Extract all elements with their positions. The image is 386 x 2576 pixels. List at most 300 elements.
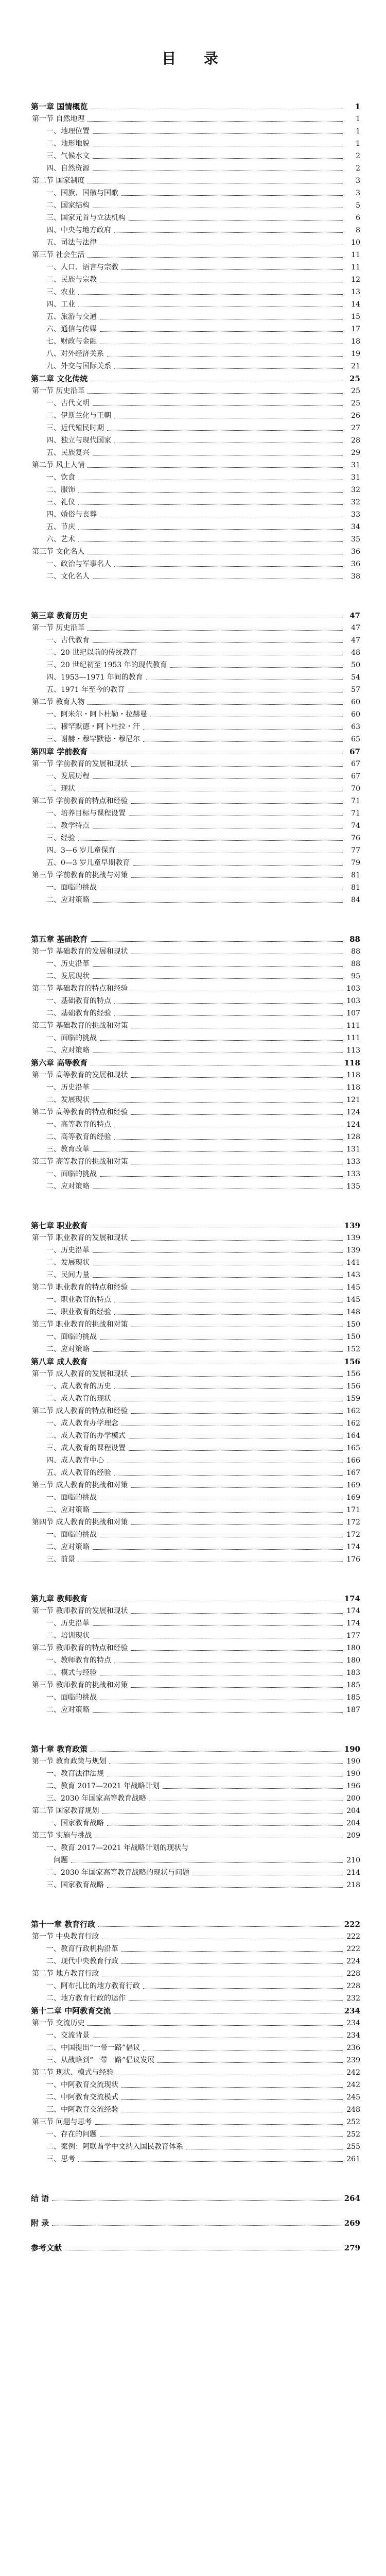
- toc-entry-label: 五、0—3 岁儿童早期教育: [46, 859, 130, 867]
- toc-section-entry[interactable]: [31, 620, 360, 633]
- toc-entry-label: 一、地理位置: [46, 127, 90, 135]
- toc-entry-page-number: 187: [346, 1706, 360, 1714]
- toc-entry-page-number: 222: [344, 1920, 360, 1929]
- toc-sub-entry[interactable]: [31, 806, 360, 818]
- toc-sub-entry[interactable]: [31, 2139, 360, 2151]
- toc-section-entry[interactable]: [31, 247, 360, 260]
- toc-entry-label: 第二节 职业教育的特点和经验: [32, 1283, 128, 1292]
- toc-sub-entry[interactable]: [31, 670, 360, 682]
- toc-spacer: [31, 2164, 360, 2191]
- toc-entry-page-number: 118: [344, 1058, 360, 1067]
- toc-entry-page-number: 10: [351, 239, 360, 247]
- toc-entry-label: 二、服饰: [46, 486, 75, 494]
- toc-sub-entry[interactable]: [31, 495, 360, 507]
- toc-entry-page-number: 128: [346, 1133, 360, 1141]
- leader-dots: [95, 2124, 343, 2125]
- toc-section-entry[interactable]: [31, 1105, 360, 1117]
- toc-sub-entry[interactable]: [31, 309, 360, 321]
- toc-entry-page-number: 232: [346, 1994, 360, 2003]
- leader-dots: [102, 1813, 343, 1814]
- toc-section-entry[interactable]: [31, 1640, 360, 1653]
- toc-sub-entry[interactable]: [31, 223, 360, 235]
- leader-dots: [98, 1926, 341, 1927]
- toc-spacer: [31, 1715, 360, 1741]
- toc-tail-entry[interactable]: [31, 2191, 360, 2203]
- toc-section-entry[interactable]: [31, 793, 360, 806]
- toc-sub-entry[interactable]: [31, 1092, 360, 1105]
- leader-dots: [114, 1388, 343, 1389]
- leader-dots: [71, 1862, 343, 1863]
- toc-sub-entry[interactable]: [31, 1030, 360, 1043]
- toc-sub-entry[interactable]: [31, 707, 360, 719]
- toc-sub-entry[interactable]: [31, 1342, 360, 1354]
- toc-section-entry[interactable]: [31, 1677, 360, 1690]
- toc-sub-entry[interactable]: [31, 1440, 360, 1453]
- toc-sub-entry[interactable]: [31, 321, 360, 334]
- toc-section-entry[interactable]: [31, 383, 360, 396]
- toc-sub-entry[interactable]: [31, 1702, 360, 1715]
- toc-entry-page-number: 261: [346, 2155, 360, 2163]
- toc-sub-entry[interactable]: [31, 1616, 360, 1628]
- toc-sub-entry[interactable]: [31, 532, 360, 544]
- toc-section-entry[interactable]: [31, 1966, 360, 1978]
- toc-entry-page-number: 145: [346, 1283, 360, 1292]
- toc-sub-entry[interactable]: [31, 843, 360, 855]
- toc-sub-entry[interactable]: [31, 956, 360, 969]
- toc-entry-page-number: 67: [351, 772, 360, 781]
- toc-sub-entry[interactable]: [31, 781, 360, 793]
- toc-entry-label: 一、面临的挑战: [46, 1034, 97, 1042]
- toc-sub-entry[interactable]: [31, 148, 360, 161]
- toc-section-entry[interactable]: [31, 1828, 360, 1840]
- toc-sub-entry[interactable]: [31, 831, 360, 843]
- toc-sub-entry[interactable]: [31, 1502, 360, 1515]
- leader-dots: [93, 1712, 343, 1713]
- toc-entry-page-number: 169: [346, 1481, 360, 1489]
- toc-sub-entry[interactable]: [31, 969, 360, 981]
- toc-sub-entry[interactable]: [31, 1166, 360, 1179]
- toc-section-entry[interactable]: [31, 868, 360, 880]
- toc-tail-entry[interactable]: [31, 2215, 360, 2228]
- leader-dots: [143, 729, 343, 730]
- toc-entry-page-number: 25: [351, 387, 360, 395]
- toc-sub-entry[interactable]: [31, 1243, 360, 1255]
- leader-dots: [114, 1139, 343, 1140]
- toc-entry-label: 第四章 学前教育: [31, 747, 88, 756]
- toc-sub-entry[interactable]: [31, 1665, 360, 1677]
- leader-dots: [93, 1151, 343, 1152]
- toc-sub-entry[interactable]: [31, 2040, 360, 2053]
- toc-entry-label: 第一节 中央教育行政: [32, 1933, 99, 1941]
- toc-section-entry[interactable]: [31, 1154, 360, 1166]
- toc-entry-label: 二、应对策略: [46, 1046, 90, 1055]
- toc-sub-entry[interactable]: [31, 2090, 360, 2102]
- toc-sub-entry[interactable]: [31, 185, 360, 198]
- toc-sub-entry[interactable]: [31, 272, 360, 284]
- toc-entry-label: 二、应对策略: [46, 896, 90, 904]
- toc-entry-page-number: 252: [346, 2118, 360, 2126]
- toc-entry-label: 三、国家教育战略: [46, 1881, 104, 1889]
- toc-entry-label: 第一章 国情概览: [31, 102, 88, 111]
- toc-sub-entry[interactable]: [31, 892, 360, 905]
- toc-entry-label: 一、面临的挑战: [46, 1531, 97, 1539]
- toc-sub-entry[interactable]: [31, 1292, 360, 1304]
- toc-entry-page-number: 222: [346, 1945, 360, 1953]
- toc-sub-entry[interactable]: [31, 198, 360, 210]
- toc-sub-entry[interactable]: [31, 1877, 360, 1890]
- toc-sub-entry[interactable]: [31, 408, 360, 420]
- toc-entry-page-number: 209: [346, 1832, 360, 1840]
- toc-sub-entry[interactable]: [31, 818, 360, 831]
- toc-sub-entry[interactable]: [31, 556, 360, 569]
- toc-entry-label: 一、面临的挑战: [46, 1333, 97, 1341]
- toc-entry-page-number: 224: [346, 1957, 360, 1965]
- toc-chapter-entry[interactable]: [31, 608, 360, 620]
- toc-entry-page-number: 152: [346, 1345, 360, 1353]
- toc-entry-label: 第八章 成人教育: [31, 1357, 88, 1366]
- toc-sub-entry[interactable]: [31, 1416, 360, 1428]
- toc-entry-label: 第一节 教育政策与规划: [32, 1757, 107, 1766]
- toc-entry-page-number: 210: [346, 1856, 360, 1865]
- toc-sub-entry[interactable]: [31, 1791, 360, 1803]
- toc-entry-page-number: 15: [351, 313, 360, 321]
- toc-entry-page-number: 32: [351, 498, 360, 506]
- toc-entry-label: 二、模式与经验: [46, 1669, 97, 1677]
- toc-section-entry[interactable]: [31, 1018, 360, 1030]
- toc-entry-label: 五、成人教育的经验: [46, 1469, 111, 1477]
- toc-chapter-entry[interactable]: [31, 1741, 360, 1754]
- toc-sub-entry[interactable]: [31, 1766, 360, 1778]
- toc-entry-page-number: 150: [346, 1320, 360, 1329]
- toc-sub-entry[interactable]: [31, 1816, 360, 1828]
- toc-entry-label: 二、现代中央教育行政: [46, 1957, 118, 1965]
- toc-sub-entry[interactable]: [31, 1179, 360, 1191]
- toc-sub-entry[interactable]: [31, 260, 360, 272]
- toc-section-entry[interactable]: [31, 2114, 360, 2127]
- toc-chapter-entry[interactable]: [31, 99, 360, 111]
- toc-entry-page-number: 174: [346, 1619, 360, 1628]
- toc-sub-entry[interactable]: [31, 210, 360, 223]
- toc-section-entry[interactable]: [31, 1803, 360, 1816]
- toc-tail-entry[interactable]: [31, 2240, 360, 2252]
- leader-dots: [78, 492, 343, 493]
- toc-sub-entry[interactable]: [31, 1539, 360, 1552]
- toc-sub-entry[interactable]: [31, 1527, 360, 1539]
- toc-entry-page-number: 248: [346, 2106, 360, 2114]
- toc-sub-entry[interactable]: [31, 433, 360, 445]
- leader-dots: [93, 405, 343, 406]
- toc-sub-entry[interactable]: [31, 297, 360, 309]
- leader-dots: [87, 630, 343, 631]
- toc-entry-page-number: 48: [351, 649, 360, 657]
- toc-entry-label: 一、历史沿革: [46, 1246, 90, 1255]
- toc-section-entry[interactable]: [31, 1478, 360, 1490]
- toc-sub-entry[interactable]: [31, 1465, 360, 1478]
- toc-entry-page-number: 174: [346, 1607, 360, 1615]
- toc-sub-entry[interactable]: [31, 719, 360, 732]
- toc-sub-entry[interactable]: [31, 1453, 360, 1465]
- toc-section-entry[interactable]: [31, 173, 360, 185]
- toc-chapter-entry[interactable]: [31, 1917, 360, 1929]
- leader-dots: [93, 902, 343, 903]
- toc-sub-entry[interactable]: [31, 519, 360, 532]
- toc-sub-entry[interactable]: [31, 1080, 360, 1092]
- toc-sub-entry[interactable]: [31, 1490, 360, 1502]
- toc-sub-entry[interactable]: [31, 1865, 360, 1877]
- toc-chapter-entry[interactable]: [31, 931, 360, 944]
- leader-dots: [78, 504, 343, 505]
- toc-entry-page-number: 166: [346, 1456, 360, 1465]
- toc-section-entry[interactable]: [31, 2015, 360, 2028]
- toc-entry-label: 问题: [54, 1856, 68, 1865]
- toc-sub-entry[interactable]: [31, 1117, 360, 1129]
- toc-entry-page-number: 71: [351, 797, 360, 805]
- toc-entry-page-number: 5: [356, 201, 360, 210]
- toc-sub-entry[interactable]: [31, 1978, 360, 1991]
- toc-sub-entry[interactable]: [31, 1840, 360, 1853]
- toc-entry-page-number: 177: [346, 1632, 360, 1640]
- toc-entry-page-number: 228: [346, 1970, 360, 1978]
- leader-dots: [87, 121, 343, 122]
- toc-entry-label: 第三节 问题与思考: [32, 2118, 92, 2126]
- leader-dots: [93, 1512, 343, 1513]
- toc-entry-page-number: 167: [346, 1469, 360, 1477]
- toc-entry-page-number: 171: [346, 1506, 360, 1514]
- toc-section-entry[interactable]: [31, 544, 360, 556]
- toc-entry-label: 三、前景: [46, 1555, 75, 1564]
- toc-sub-entry[interactable]: [31, 1778, 360, 1791]
- toc-chapter-entry[interactable]: [31, 2003, 360, 2015]
- toc-entry-page-number: 172: [346, 1531, 360, 1539]
- toc-section-entry[interactable]: [31, 1366, 360, 1379]
- leader-dots: [107, 1825, 343, 1826]
- toc-section-entry[interactable]: [31, 1515, 360, 1527]
- toc-entry-label: 二、培训现状: [46, 1632, 90, 1640]
- toc-sub-entry[interactable]: [31, 633, 360, 645]
- toc-entry-label: 第一节 交流历史: [32, 2019, 85, 2027]
- toc-sub-entry[interactable]: [31, 1267, 360, 1280]
- toc-sub-entry[interactable]: [31, 1552, 360, 1564]
- toc-sub-entry[interactable]: [31, 470, 360, 482]
- toc-entry-label: 二、高等教育的经验: [46, 1133, 111, 1141]
- toc-section-entry[interactable]: [31, 1230, 360, 1243]
- toc-entry-label: 第三节 成人教育的挑战和对策: [32, 1481, 128, 1489]
- toc-sub-entry[interactable]: [31, 2151, 360, 2164]
- toc-sub-entry[interactable]: [31, 2077, 360, 2090]
- toc-sub-entry[interactable]: [31, 235, 360, 247]
- toc-entry-page-number: 11: [351, 251, 360, 259]
- toc-entry-page-number: 103: [346, 997, 360, 1005]
- toc-entry-label: 第一节 成人教育的发展和现状: [32, 1370, 128, 1378]
- toc-entry-page-number: 234: [346, 2031, 360, 2040]
- leader-dots: [100, 1339, 343, 1340]
- toc-section-entry[interactable]: [31, 2065, 360, 2077]
- toc-entry-page-number: 279: [344, 2243, 360, 2252]
- toc-sub-entry[interactable]: [31, 136, 360, 148]
- toc-sub-entry[interactable]: [31, 396, 360, 408]
- toc-sub-entry[interactable]: [31, 2028, 360, 2040]
- toc-section-entry[interactable]: [31, 1067, 360, 1080]
- toc-sub-entry[interactable]: [31, 880, 360, 892]
- toc-entry-label: 一、饮食: [46, 473, 75, 482]
- toc-entry-page-number: 185: [346, 1693, 360, 1702]
- toc-sub-entry[interactable]: [31, 569, 360, 581]
- toc-sub-entry[interactable]: [31, 1379, 360, 1391]
- toc-sub-entry[interactable]: [31, 284, 360, 297]
- toc-chapter-entry[interactable]: [31, 744, 360, 756]
- toc-entry-page-number: 19: [351, 350, 360, 358]
- toc-sub-entry[interactable]: [31, 346, 360, 359]
- leader-dots: [114, 232, 343, 233]
- leader-dots: [93, 1549, 343, 1550]
- toc-section-entry[interactable]: [31, 1929, 360, 1941]
- toc-sub-entry[interactable]: [31, 2102, 360, 2114]
- toc-section-entry[interactable]: [31, 111, 360, 124]
- toc-entry-label: 二、发展现状: [46, 1096, 90, 1104]
- toc-entry-label: 三、20 世纪初至 1953 年的现代教育: [46, 661, 167, 669]
- toc-sub-entry[interactable]: [31, 2127, 360, 2139]
- toc-entry-page-number: 131: [346, 1145, 360, 1154]
- toc-section-entry[interactable]: [31, 1317, 360, 1329]
- toc-entry-label: 三、成人教育的课程设置: [46, 1444, 126, 1452]
- toc-entry-page-number: 162: [346, 1419, 360, 1428]
- toc-spacer: [31, 581, 360, 608]
- toc-section-entry[interactable]: [31, 756, 360, 769]
- toc-sub-entry[interactable]: [31, 1941, 360, 1954]
- leader-dots: [78, 294, 343, 295]
- toc-entry-label: 一、古代教育: [46, 636, 90, 645]
- toc-chapter-entry[interactable]: [31, 1591, 360, 1603]
- toc-entry-page-number: 141: [346, 1259, 360, 1267]
- toc-entry-label: 第二节 国家教育规划: [32, 1807, 99, 1815]
- toc-entry-page-number: 103: [346, 985, 360, 993]
- toc-section-entry[interactable]: [31, 694, 360, 707]
- toc-entry-label: 三、从战略到“一带一路”倡议发展: [46, 2056, 155, 2064]
- leader-dots: [78, 541, 343, 542]
- toc-sub-entry[interactable]: [31, 1129, 360, 1142]
- toc-sub-entry[interactable]: [31, 657, 360, 670]
- leader-dots: [114, 368, 343, 369]
- toc-sub-entry[interactable]: [31, 161, 360, 173]
- toc-sub-entry[interactable]: [31, 1304, 360, 1317]
- leader-dots: [143, 741, 343, 742]
- toc-entry-page-number: 264: [344, 2194, 360, 2203]
- toc-sub-entry[interactable]: [31, 645, 360, 657]
- toc-sub-entry[interactable]: [31, 1255, 360, 1267]
- toc-entry-page-number: 269: [344, 2218, 360, 2228]
- toc-entry-page-number: 26: [351, 412, 360, 420]
- toc-entry-label: 二、应对策略: [46, 1182, 90, 1191]
- toc-entry-label: 第二节 地方教育行政: [32, 1970, 99, 1978]
- toc-entry-page-number: 214: [346, 1869, 360, 1877]
- toc-sub-entry[interactable]: [31, 420, 360, 433]
- toc-sub-entry[interactable]: [31, 1006, 360, 1018]
- toc-section-entry[interactable]: [31, 1603, 360, 1616]
- toc-spacer: [31, 2203, 360, 2215]
- toc-section-entry[interactable]: [31, 1403, 360, 1416]
- toc-entry-page-number: 239: [346, 2056, 360, 2064]
- toc-sub-entry[interactable]: [31, 682, 360, 694]
- toc-sub-entry[interactable]: [31, 334, 360, 346]
- toc-sub-entry[interactable]: [31, 445, 360, 457]
- toc-entry-label: 第三节 职业教育的挑战和对策: [32, 1320, 128, 1329]
- toc-sub-entry[interactable]: [31, 769, 360, 781]
- toc-sub-entry[interactable]: [31, 1428, 360, 1440]
- toc-sub-entry[interactable]: [31, 124, 360, 136]
- toc-chapter-entry[interactable]: [31, 1218, 360, 1230]
- toc-section-entry[interactable]: [31, 981, 360, 993]
- toc-chapter-entry[interactable]: [31, 1354, 360, 1366]
- leader-dots: [131, 1077, 343, 1078]
- toc-chapter-entry[interactable]: [31, 1055, 360, 1067]
- leader-dots: [100, 1176, 343, 1177]
- toc-entry-page-number: 139: [346, 1246, 360, 1255]
- toc-entry-page-number: 27: [351, 424, 360, 432]
- toc-entry-label: 二、中国提出“一带一路”倡议: [46, 2044, 141, 2052]
- toc-entry-page-number: 12: [351, 276, 360, 284]
- toc-sub-entry[interactable]: [31, 1628, 360, 1640]
- leader-dots: [52, 2225, 341, 2226]
- toc-entry-label: 第三节 学前教育的挑战与对策: [32, 871, 128, 879]
- toc-sub-entry[interactable]: [31, 732, 360, 744]
- toc-entry-page-number: 150: [346, 1333, 360, 1341]
- toc-entry-page-number: 190: [346, 1757, 360, 1766]
- toc-section-entry[interactable]: [31, 457, 360, 470]
- leader-dots: [91, 1751, 341, 1752]
- toc-entry-label: 三、谢赫・穆罕默德・穆尼尔: [46, 735, 140, 743]
- toc-sub-entry[interactable]: [31, 1690, 360, 1702]
- toc-entry-page-number: 81: [351, 884, 360, 892]
- toc-entry-page-number: 13: [351, 288, 360, 296]
- toc-entry-label: 一、面临的挑战: [46, 884, 97, 892]
- toc-entry-label: 第一节 基础教育的发展和现状: [32, 947, 128, 956]
- toc-entry-label: 五、司法与法律: [46, 239, 97, 247]
- toc-entry-page-number: 234: [344, 2006, 360, 2015]
- leader-dots: [87, 257, 343, 258]
- toc-entry-page-number: 143: [346, 1271, 360, 1279]
- toc-entry-label: 二、地方教育行政的运作: [46, 1994, 126, 2003]
- toc-sub-entry[interactable]: [31, 2053, 360, 2065]
- leader-dots: [131, 803, 343, 804]
- toc-sub-entry[interactable]: [31, 1329, 360, 1342]
- toc-entry-page-number: 6: [356, 214, 360, 222]
- toc-section-entry[interactable]: [31, 1754, 360, 1766]
- toc-sub-entry[interactable]: [31, 507, 360, 519]
- toc-entry-label: 一、政治与军事名人: [46, 560, 111, 568]
- toc-section-entry[interactable]: [31, 944, 360, 956]
- toc-entry-page-number: 21: [351, 362, 360, 370]
- toc-sub-entry[interactable]: [31, 1043, 360, 1055]
- toc-sub-entry[interactable]: [31, 1142, 360, 1154]
- toc-sub-entry[interactable]: [31, 855, 360, 868]
- toc-sub-entry[interactable]: [31, 1954, 360, 1966]
- toc-sub-entry[interactable]: [31, 993, 360, 1006]
- toc-sub-entry[interactable]: [31, 1991, 360, 2003]
- toc-section-entry[interactable]: [31, 1280, 360, 1292]
- toc-sub-entry[interactable]: [31, 359, 360, 371]
- toc-entry-label: 三、民间力量: [46, 1271, 90, 1279]
- toc-sub-entry[interactable]: [31, 482, 360, 495]
- toc-sub-entry[interactable]: [31, 1391, 360, 1403]
- toc-chapter-entry[interactable]: [31, 371, 360, 383]
- toc-sub2-entry[interactable]: [31, 1853, 360, 1865]
- toc-entry-page-number: 255: [346, 2143, 360, 2151]
- toc-entry-page-number: 36: [351, 560, 360, 568]
- toc-entry-label: 四、成人教育中心: [46, 1456, 104, 1465]
- toc-sub-entry[interactable]: [31, 1653, 360, 1665]
- toc-entry-label: 第三节 社会生活: [32, 251, 85, 259]
- toc-entry-label: 第七章 职业教育: [31, 1221, 88, 1230]
